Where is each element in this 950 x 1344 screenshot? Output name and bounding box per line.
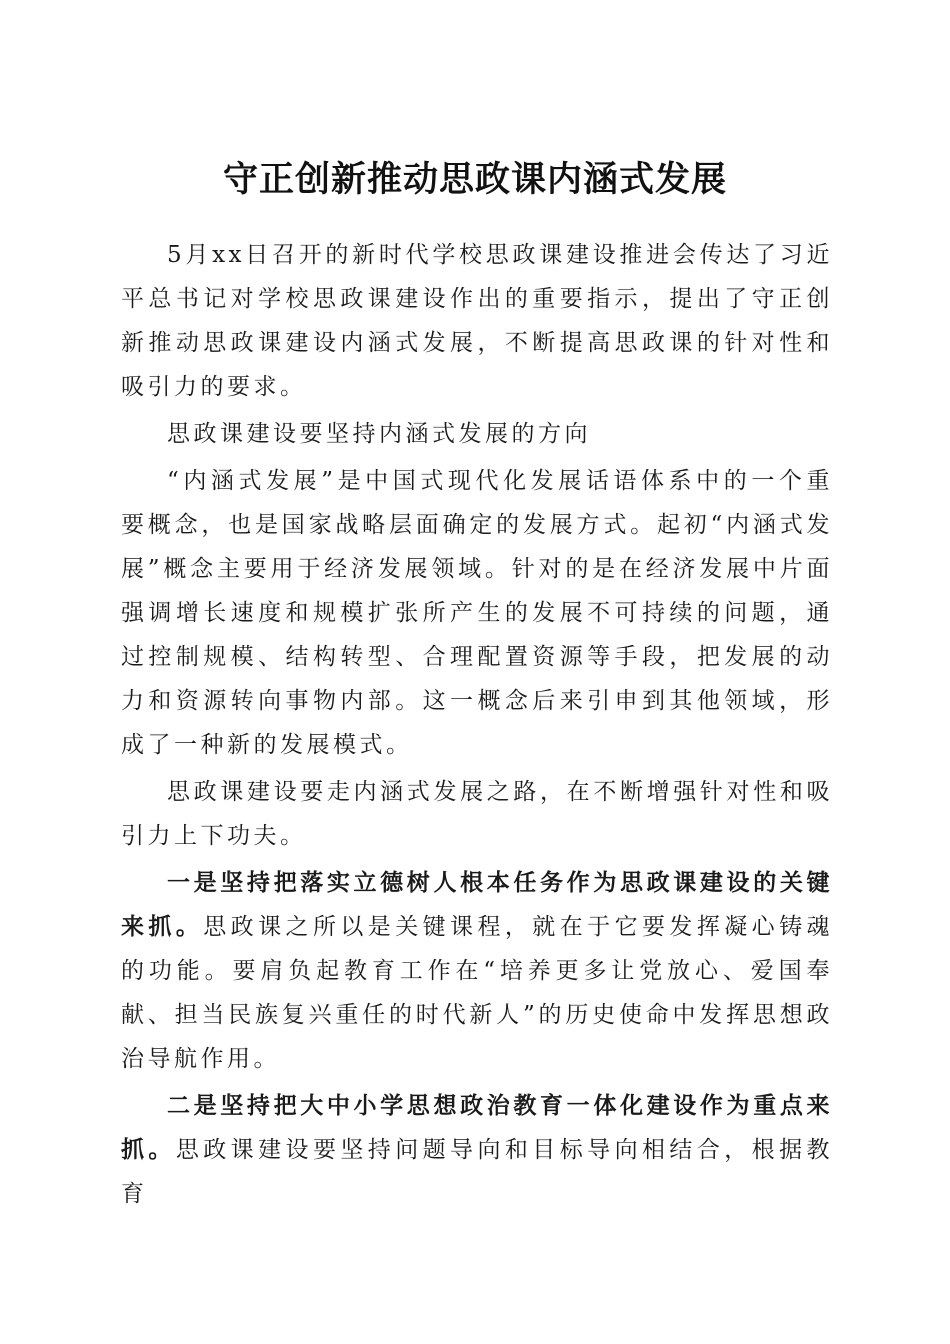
point-1-text: 思政课之所以是关键课程，就在于它要发挥凝心铸魂的功能。要肩负起教育工作在“培养更多让党放心、爱国奉献、担当民族复兴重任的时代新人”的历史使命中发挥思想政治导航作用。: [121, 914, 834, 1072]
paragraph-definition: “内涵式发展”是中国式现代化发展话语体系中的一个重要概念，也是国家战略层面确定的发展方式。起初“内涵式发展”概念主要用于经济发展领域。针对的是在经济发展中片面强调增长速度和规模扩张所产生的发展不可持续的问题，通过控制规模、结构转型、合理配置资源等手段，把发展的动力和资源转向事物内部。这一概念后来引申到其他领域，形成了一种新的发展模式。: [121, 468, 833, 758]
point-2-text: 思政课建设要坚持问题导向和目标导向相结合，根据教育: [121, 1137, 834, 1207]
document-body: [121, 233, 833, 1216]
paragraph-path: 思政课建设要走内涵式发展之路，在不断增强针对性和吸引力上下功夫。: [121, 779, 833, 849]
point-2-lead: 二是坚持把大中小学思想政治教育一体化建设作为重点来抓。: [121, 1092, 833, 1163]
document-title: 守正创新推动思政课内涵式发展: [222, 159, 727, 201]
paragraph-subheading: 思政课建设要坚持内涵式发展的方向: [167, 421, 591, 447]
paragraph-point-2: [121, 1084, 833, 1216]
paragraph-intro: 5月xx日召开的新时代学校思政课建设推进会传达了习近平总书记对学校思政课建设作出的重要指示，提出了守正创新推动思政课建设内涵式发展，不断提高思政课的针对性和吸引力的要求。: [121, 242, 833, 400]
point-1-lead: 一是坚持把落实立德树人根本任务作为思政课建设的关键来抓。: [121, 869, 833, 940]
paragraph-point-1: [121, 861, 833, 1081]
